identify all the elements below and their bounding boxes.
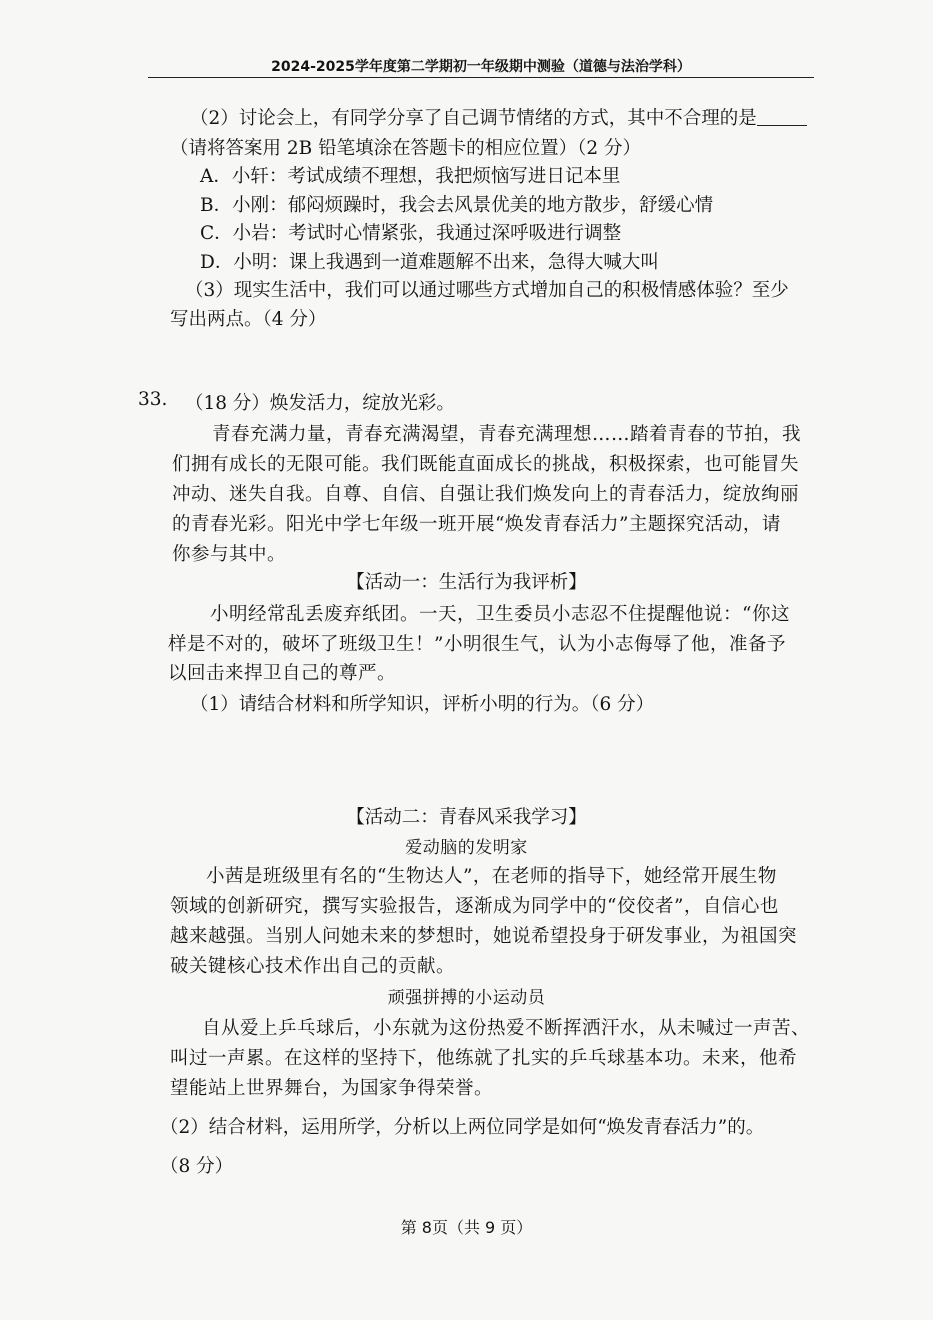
q33-number: 33. [138, 389, 168, 410]
q33-intro-line: 的青春光彩。阳光中学七年级一班开展“焕发青春活力”主题探究活动，请 [172, 514, 781, 535]
q33-intro-line: 冲动、迷失自我。自尊、自信、自强让我们焕发向上的青春活力，绽放绚丽 [172, 484, 800, 505]
activity1-text-line: 样是不对的，破坏了班级卫生！”小明很生气，认为小志侮辱了他，准备予 [168, 634, 786, 655]
q32-part3-line1: （3）现实生活中，我们可以通过哪些方式增加自己的积极情感体验？至少 [185, 280, 789, 301]
q33-intro-line: 青春充满力量，青春充满渴望，青春充满理想……踏着青春的节拍，我 [212, 424, 802, 445]
sub1-title: 爱动脑的发明家 [405, 838, 528, 858]
header-rule [148, 77, 814, 78]
q32-option-d: D．小明：课上我遇到一道难题解不出来，急得大喊大叫 [200, 252, 659, 273]
q33-part1: （1）请结合材料和所学知识，评析小明的行为。（6 分） [190, 694, 655, 715]
sub2-text-line: 望能站上世界舞台，为国家争得荣誉。 [170, 1078, 494, 1099]
q32-option-b: B．小刚：郁闷烦躁时，我会去风景优美的地方散步，舒缓心情 [200, 195, 714, 216]
activity1-text-line: 小明经常乱丢废弃纸团。一天，卫生委员小志忍不住提醒他说：“你这 [210, 604, 790, 625]
q32-option-a: A．小轩：考试成绩不理想，我把烦恼写进日记本里 [200, 166, 621, 187]
q32-part3-line2: 写出两点。（4 分） [170, 309, 327, 330]
sub2-title: 顽强拼搏的小运动员 [387, 988, 546, 1008]
activity1-text-line: 以回击来捍卫自己的尊严。 [168, 663, 397, 684]
sub1-text-line: 破关键核心技术作出自己的贡献。 [170, 956, 456, 977]
q33-part2-line2: （8 分） [160, 1156, 234, 1177]
q32-part2-note: （请将答案用 2B 铅笔填涂在答题卡的相应位置）（2 分） [170, 138, 642, 159]
sub1-text-line: 越来越强。当别人问她未来的梦想时，她说希望投身于研发事业，为祖国突 [170, 926, 798, 947]
page-header: 2024-2025学年度第二学期初一年级期中测验（道德与法治学科） [271, 59, 691, 75]
q33-title: （18 分）焕发活力，绽放光彩。 [185, 393, 455, 414]
q33-intro-line: 们拥有成长的无限可能。我们既能直面成长的挑战，积极探索，也可能冒失 [172, 454, 800, 475]
activity2-title: 【活动二：青春风采我学习】 [346, 807, 587, 828]
sub2-text-line: 自从爱上乒乓球后，小东就为这份热爱不断挥洒汗水，从未喊过一声苦、 [202, 1018, 811, 1039]
q32-part2-stem: （2）讨论会上，有同学分享了自己调节情绪的方式，其中不合理的是 [190, 104, 807, 130]
q33-intro-line: 你参与其中。 [172, 544, 287, 565]
activity1-title: 【活动一：生活行为我评析】 [346, 572, 587, 593]
page-footer: 第 8页（共 9 页） [400, 1218, 533, 1237]
q33-part2-line1: （2）结合材料，运用所学，分析以上两位同学是如何“焕发青春活力”的。 [160, 1117, 765, 1138]
sub1-text-line: 领域的创新研究，撰写实验报告，逐渐成为同学中的“佼佼者”，自信心也 [170, 896, 779, 917]
sub1-text-line: 小茜是班级里有名的“生物达人”，在老师的指导下，她经常开展生物 [206, 866, 777, 887]
answer-blank [757, 105, 807, 126]
q32-option-c: C．小岩：考试时心情紧张，我通过深呼吸进行调整 [200, 223, 622, 244]
sub2-text-line: 叫过一声累。在这样的坚持下，他练就了扎实的乒乓球基本功。未来，他希 [170, 1048, 798, 1069]
